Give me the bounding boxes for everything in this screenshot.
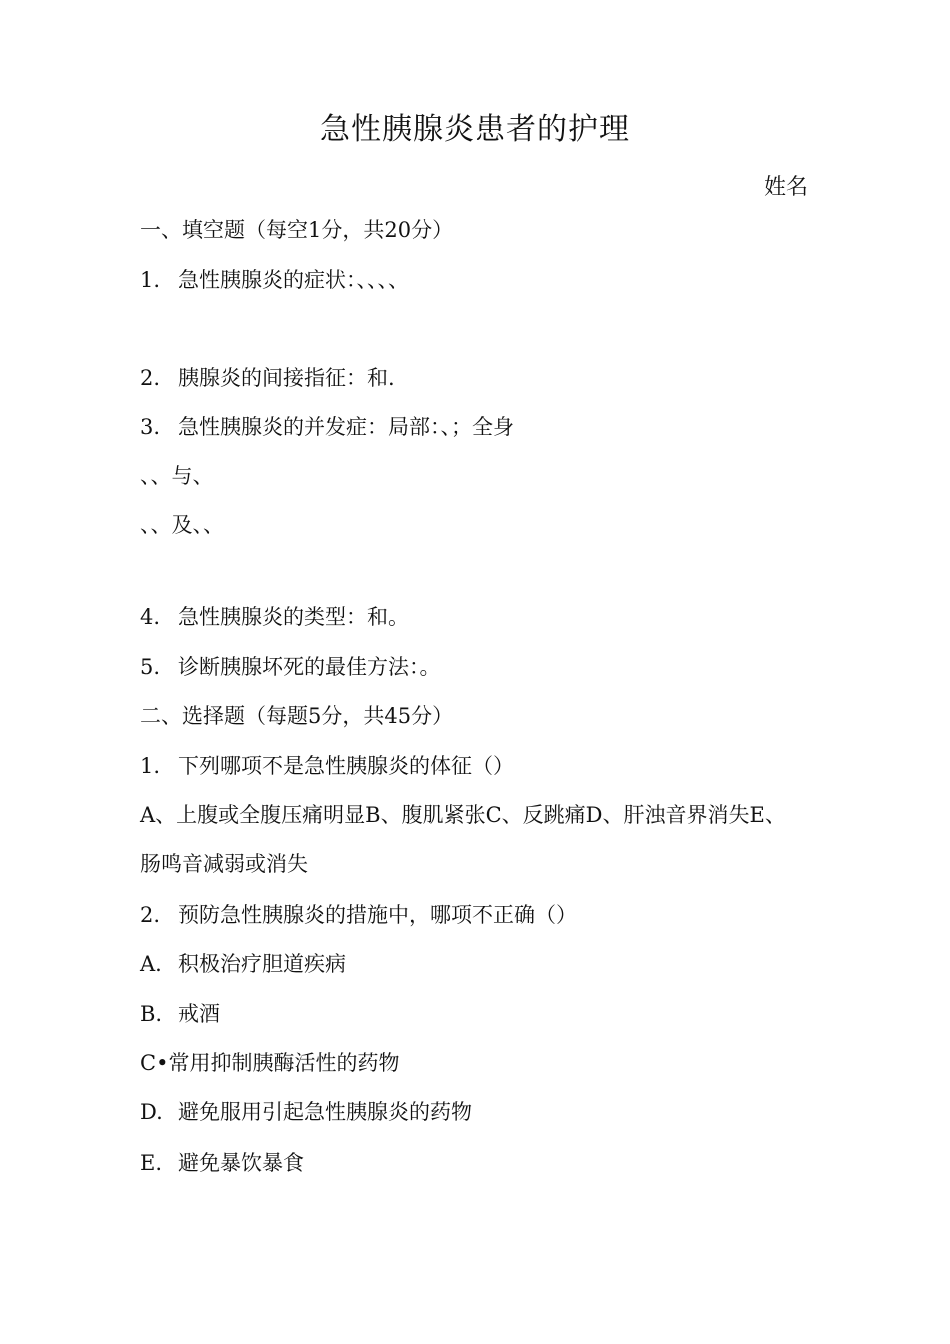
question-text: 下列哪项不是急性胰腺炎的体征（）	[178, 754, 514, 778]
choice-question-1	[140, 751, 514, 781]
question-text: 急性胰腺炎的并发症：局部：、；全身	[178, 415, 514, 439]
question-text: 诊断胰腺坏死的最佳方法：。	[178, 655, 441, 679]
question-number: 1.	[140, 268, 161, 292]
fill-question-2	[140, 363, 395, 393]
question-number: 5.	[140, 655, 161, 679]
question-number: 3.	[140, 415, 161, 439]
option-letter: E.	[140, 1151, 163, 1175]
option-letter: D.	[140, 1100, 163, 1124]
question-number: 2.	[140, 903, 161, 927]
option-text: 积极治疗胆道疾病	[178, 952, 346, 976]
choice-option-b	[140, 999, 220, 1029]
question-number: 4.	[140, 605, 161, 629]
choice-options-line: A、上腹或全腹压痛明显B、腹肌紧张C、反跳痛D、肝浊音界消失E、	[140, 803, 786, 827]
option-text: 戒酒	[178, 1002, 220, 1026]
option-text: 避免服用引起急性胰腺炎的药物	[178, 1100, 472, 1124]
question-text: 胰腺炎的间接指征：和.	[178, 366, 395, 390]
section2-heading: 二、选择题（每题5分，共45分）	[140, 704, 454, 728]
name-label: 姓名	[763, 175, 808, 200]
question-number: 1.	[140, 754, 161, 778]
choice-question-2	[140, 900, 577, 930]
question-text: 预防急性胰腺炎的措施中，哪项不正确（）	[178, 903, 577, 927]
fill-question-3-continued: 、、与、	[140, 464, 214, 488]
choice-option-c: C•常用抑制胰酶活性的药物	[140, 1051, 400, 1075]
choice-option-d	[140, 1097, 472, 1127]
section1-heading: 一、填空题（每空1分，共20分）	[140, 218, 454, 242]
choice-option-a	[140, 949, 346, 979]
fill-question-3	[140, 412, 514, 442]
page-title: 急性胰腺炎患者的护理	[320, 112, 630, 147]
question-text: 急性胰腺炎的症状：、、、、	[178, 268, 409, 292]
choice-option-e	[140, 1148, 304, 1178]
fill-question-5	[140, 652, 441, 682]
option-text: 避免暴饮暴食	[178, 1151, 304, 1175]
question-text: 急性胰腺炎的类型：和。	[178, 605, 409, 629]
option-letter: A.	[140, 952, 162, 976]
fill-question-3-continued: 、、及、、	[140, 513, 224, 537]
choice-options-line: 肠鸣音减弱或消失	[140, 852, 308, 876]
fill-question-1	[140, 265, 409, 295]
option-letter: B.	[140, 1002, 163, 1026]
question-number: 2.	[140, 366, 161, 390]
fill-question-4	[140, 602, 409, 632]
